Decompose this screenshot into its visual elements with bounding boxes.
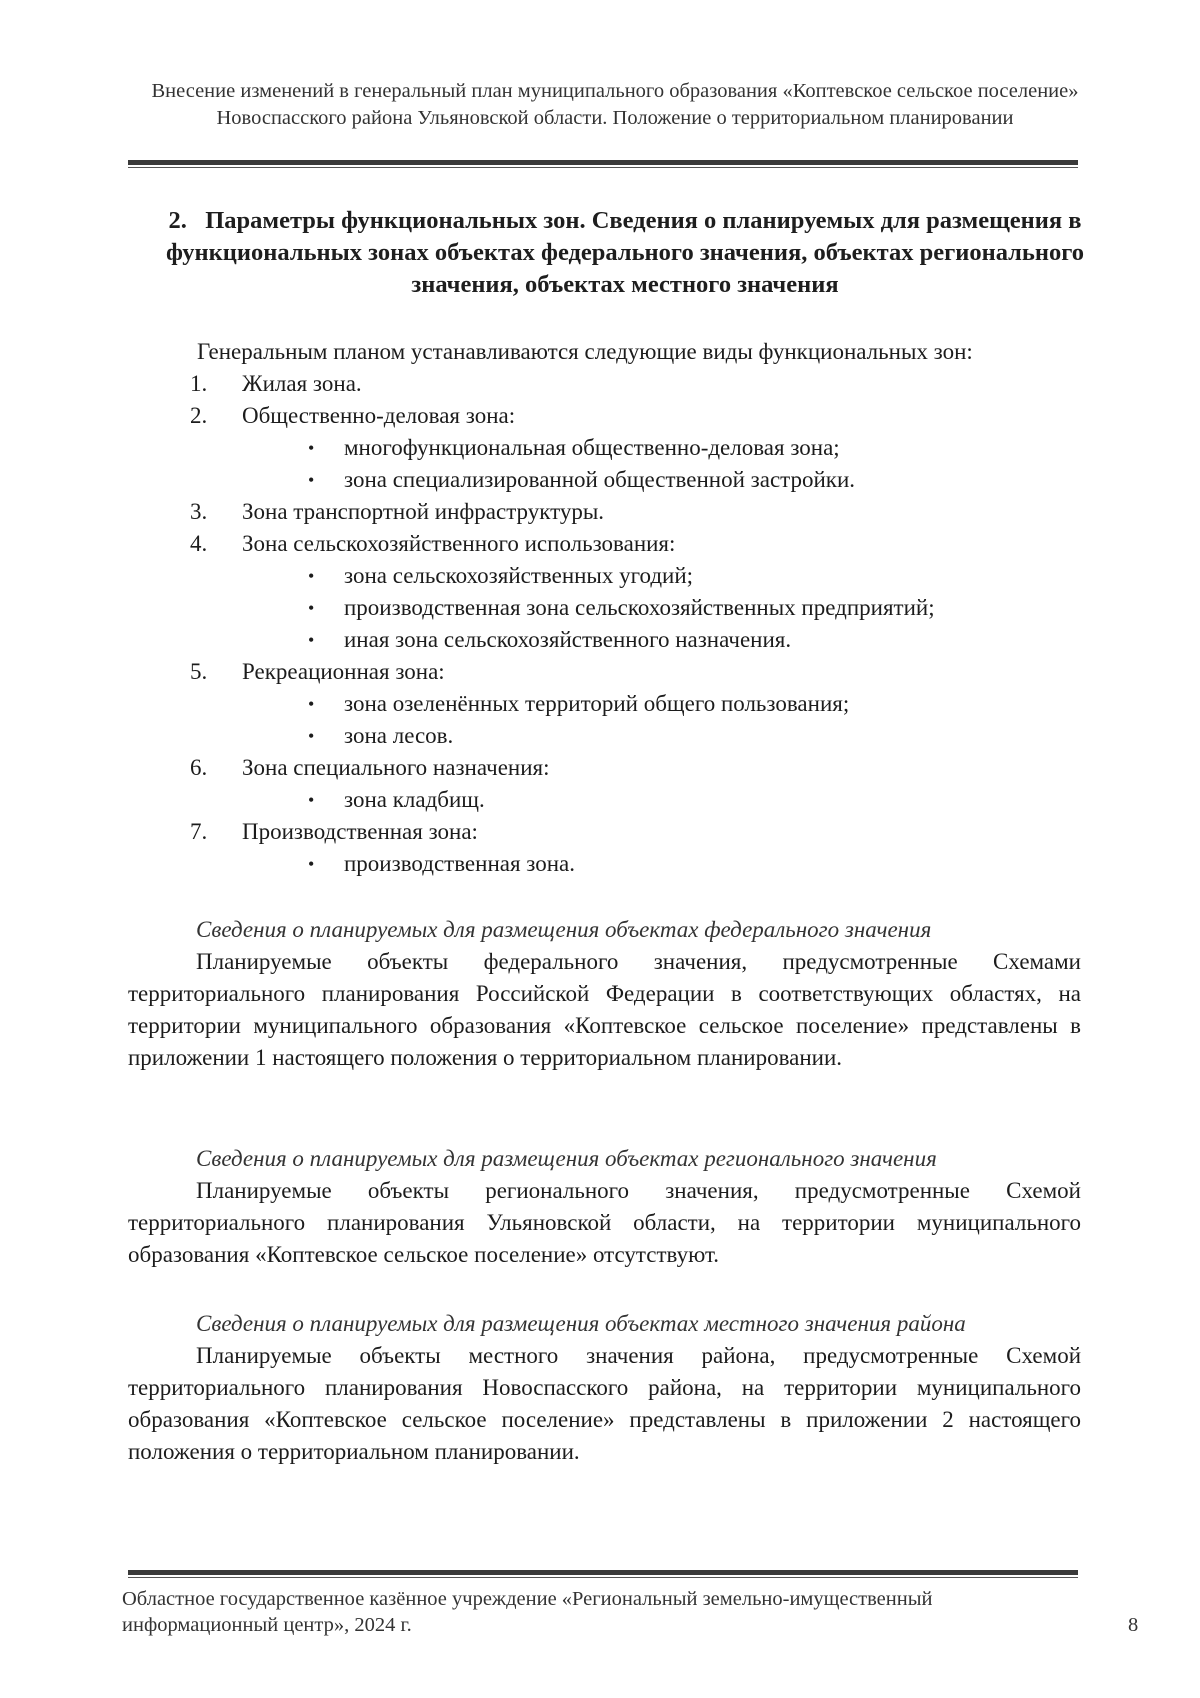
local-info-block xyxy=(128,1308,1081,1468)
zone-subitem-label: производственная зона сельскохозяйственных предприятий; xyxy=(344,595,935,620)
zone-number: 5. xyxy=(190,659,208,684)
bullet-icon: • xyxy=(308,598,315,618)
local-body: Планируемые объекты местного значения района, предусмотренные Схемой территориального планирования Новоспасского района, на территории муниципального образования «Коптевское сельское поселение» представлены в приложении 2 настоящего положения о территориальном планировании. xyxy=(128,1343,1081,1464)
zone-label: Производственная зона: xyxy=(242,819,478,844)
zone-subitem-label: зона озеленённых территорий общего пользования; xyxy=(344,691,850,716)
zone-subitem xyxy=(190,848,1090,880)
bullet-icon: • xyxy=(308,726,315,746)
federal-body: Планируемые объекты федерального значения, предусмотренные Схемами территориального планирования Российской Федерации в соответствующих областях, на территории муниципального образования «Коптевское сельское поселение» представлены в приложении 1 настоящего положения о территориальном планировании. xyxy=(128,949,1081,1070)
zone-subitem-label: зона лесов. xyxy=(344,723,454,748)
zone-subitem-label: иная зона сельскохозяйственного назначения. xyxy=(344,627,792,652)
zone-subitem xyxy=(190,432,1090,464)
federal-heading: Сведения о планируемых для размещения объектах федерального значения xyxy=(196,917,932,942)
section-title-text: Параметры функциональных зон. Сведения о планируемых для размещения в функциональных зонах объектах федерального значения, объектах регионального значения, объектах местного значения xyxy=(165,207,1085,298)
zone-subitem-label: производственная зона. xyxy=(344,851,576,876)
intro-paragraph: Генеральным планом устанавливаются следующие виды функциональных зон: xyxy=(197,339,973,364)
section-number: 2. xyxy=(168,207,187,234)
page-number: 8 xyxy=(1128,1614,1139,1636)
zone-label: Жилая зона. xyxy=(242,371,362,396)
zone-number: 7. xyxy=(190,819,208,844)
zone-item xyxy=(190,656,1090,688)
bullet-icon: • xyxy=(308,630,315,650)
zone-label: Рекреационная зона: xyxy=(242,659,445,684)
zone-subitem xyxy=(190,464,1090,496)
bullet-icon: • xyxy=(308,790,315,810)
running-header: Внесение изменений в генеральный план муниципального образования «Коптевское сельское поселение» Новоспасского района Ульяновской области. Положение о территориальном планировании xyxy=(151,80,1079,129)
zone-number: 1. xyxy=(190,371,208,396)
zone-subitem xyxy=(190,784,1090,816)
zone-subitem-label: зона кладбищ. xyxy=(344,787,485,812)
zone-item xyxy=(190,400,1090,432)
zone-subitem xyxy=(190,592,1090,624)
bullet-icon: • xyxy=(308,694,315,714)
zone-subitem-label: зона специализированной общественной застройки. xyxy=(344,467,856,492)
footer-rule xyxy=(128,1570,1078,1578)
zone-list xyxy=(190,368,1090,880)
zone-label: Общественно-деловая зона: xyxy=(242,403,516,428)
bullet-icon: • xyxy=(308,470,315,490)
zone-label: Зона сельскохозяйственного использования: xyxy=(242,531,676,556)
zone-item xyxy=(190,368,1090,400)
regional-heading: Сведения о планируемых для размещения объектах регионального значения xyxy=(196,1146,937,1171)
zone-subitem xyxy=(190,688,1090,720)
zone-label: Зона специального назначения: xyxy=(242,755,550,780)
zone-subitem xyxy=(190,560,1090,592)
zone-subitem-label: многофункциональная общественно-деловая зона; xyxy=(344,435,840,460)
bullet-icon: • xyxy=(308,566,315,586)
zone-label: Зона транспортной инфраструктуры. xyxy=(242,499,605,524)
zone-number: 3. xyxy=(190,499,208,524)
zone-number: 4. xyxy=(190,531,208,556)
zone-subitem xyxy=(190,624,1090,656)
section-title xyxy=(140,205,1110,301)
zone-item xyxy=(190,752,1090,784)
bullet-icon: • xyxy=(308,854,315,874)
zone-number: 2. xyxy=(190,403,208,428)
zone-item xyxy=(190,496,1090,528)
header-rule xyxy=(128,160,1078,168)
zone-number: 6. xyxy=(190,755,208,780)
footer-organization: Областное государственное казённое учреждение «Региональный земельно-имущественный информационный центр», 2024 г. xyxy=(122,1588,933,1636)
zone-subitem xyxy=(190,720,1090,752)
federal-info-block xyxy=(128,914,1081,1074)
zone-item xyxy=(190,528,1090,560)
zone-subitem-label: зона сельскохозяйственных угодий; xyxy=(344,563,694,588)
local-heading: Сведения о планируемых для размещения объектах местного значения района xyxy=(196,1311,966,1336)
regional-info-block xyxy=(128,1143,1081,1271)
regional-body: Планируемые объекты регионального значения, предусмотренные Схемой территориального планирования Ульяновской области, на территории муниципального образования «Коптевское сельское поселение» отсутствуют. xyxy=(128,1178,1081,1267)
zone-item xyxy=(190,816,1090,848)
bullet-icon: • xyxy=(308,438,315,458)
